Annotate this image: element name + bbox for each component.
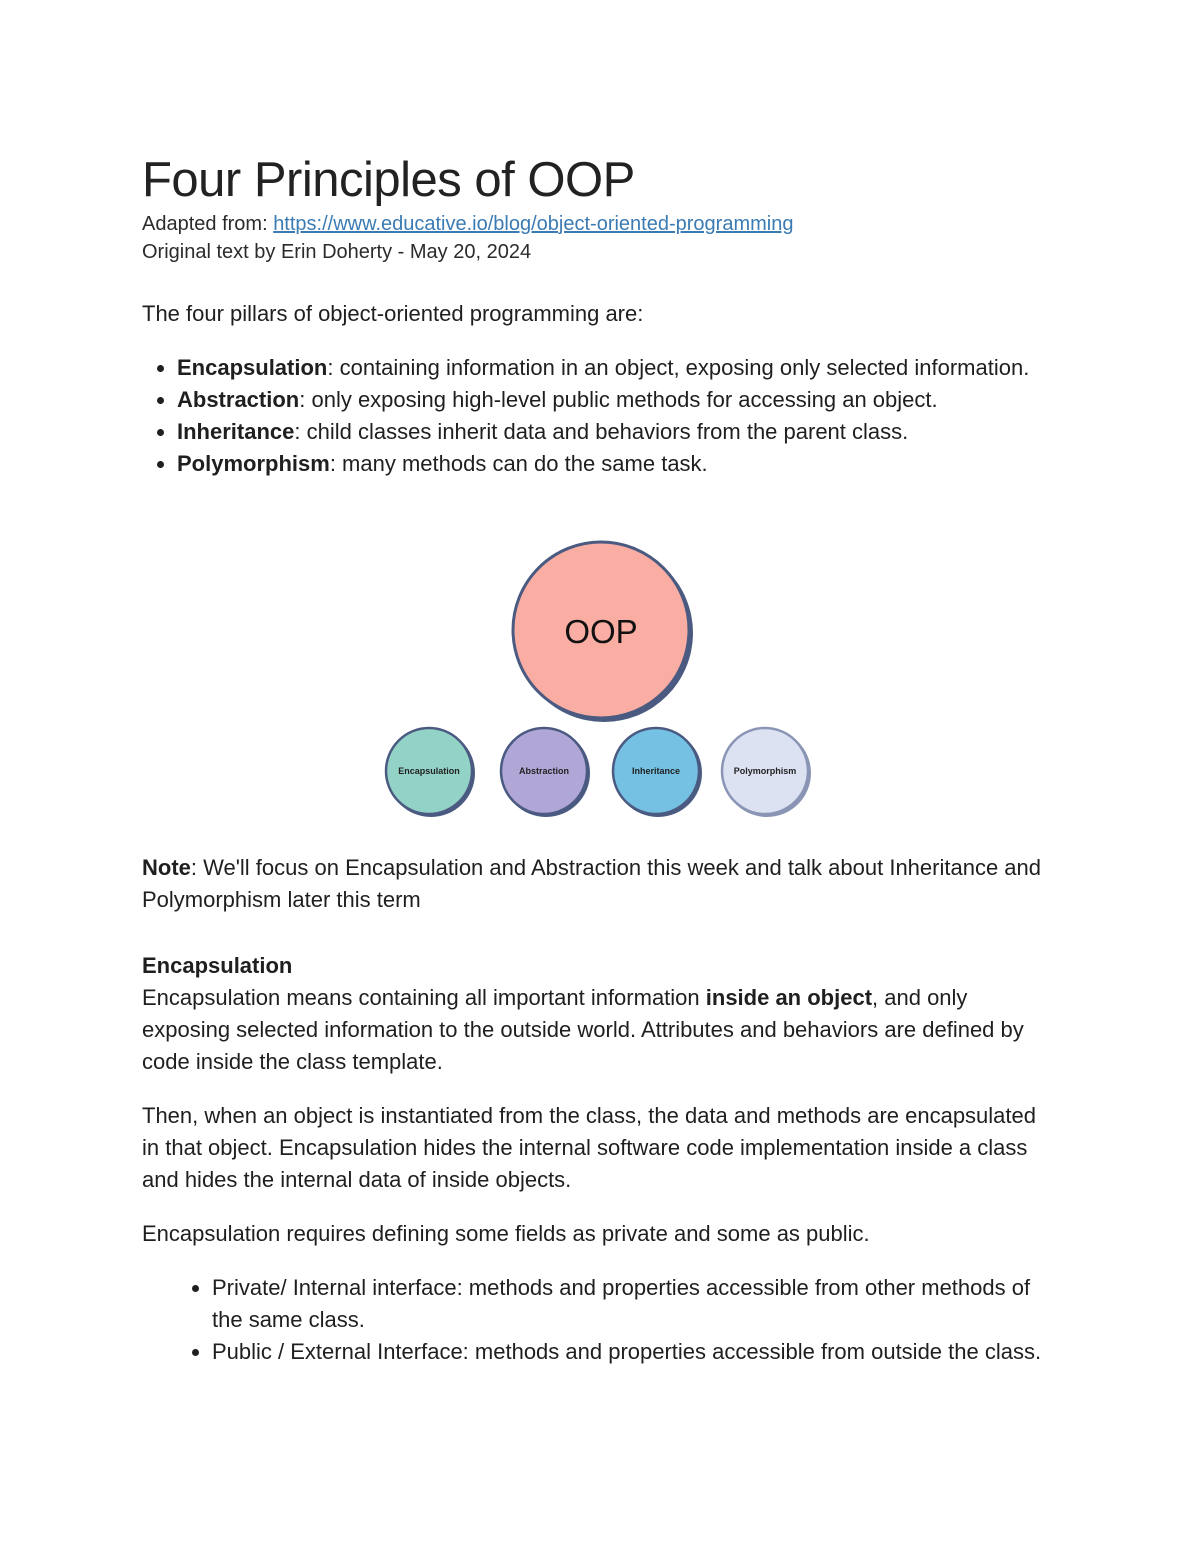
encapsulation-node-label: Encapsulation	[398, 766, 460, 776]
note-label: Note	[142, 855, 191, 880]
pillar-desc: : only exposing high-level public methods for accessing an object.	[299, 387, 938, 412]
polymorphism-node	[722, 728, 811, 817]
pillar-term: Encapsulation	[177, 355, 328, 380]
source-link[interactable]: https://www.educative.io/blog/object-oriented-programming	[273, 213, 794, 235]
pillar-desc: : containing information in an object, exposing only selected information.	[327, 355, 1030, 380]
page-title: Four Principles of OOP	[142, 153, 635, 207]
pillar-desc: : child classes inherit data and behaviors from the parent class.	[294, 419, 909, 444]
intro-paragraph: The four pillars of object-oriented programming are:	[142, 301, 644, 326]
document-body	[142, 150, 1042, 480]
list-item: • Private/ Internal interface: methods and properties accessible from other methods of the same class.	[212, 1272, 1042, 1336]
inheritance-node	[613, 728, 702, 817]
encapsulation-paragraph-1	[142, 982, 1042, 1078]
abstraction-node-label: Abstraction	[518, 766, 570, 776]
encapsulation-paragraph-3: Encapsulation requires defining some fields as private and some as public.	[142, 1221, 870, 1246]
oop-center-label: OOP	[564, 613, 638, 650]
abstraction-node	[501, 728, 590, 817]
pillar-term: Abstraction	[177, 387, 300, 412]
list-item	[177, 448, 1042, 480]
interface-list	[142, 1272, 1042, 1368]
note-text: : We'll focus on Encapsulation and Abstraction this week and talk about Inheritance and Polymorphism later this term	[142, 855, 1041, 912]
polymorphism-node-label: Polymorphism	[733, 766, 797, 776]
inheritance-node-label: Inheritance	[631, 766, 681, 776]
pillar-term: Inheritance	[177, 419, 295, 444]
p1-bold: inside an object	[705, 985, 873, 1010]
oop-center-node	[513, 542, 693, 722]
list-item	[177, 352, 1042, 384]
lower-section	[142, 852, 1042, 1368]
encapsulation-paragraph-2: Then, when an object is instantiated from the class, the data and methods are encapsulated in that object. Encapsulation hides the internal software code implementation inside a class and hides the internal data of inside objects.	[142, 1103, 1036, 1192]
author-line: Original text by Erin Doherty - May 20, 2024	[142, 241, 532, 263]
pillars-list	[142, 352, 1042, 480]
adapted-label: Adapted from:	[142, 213, 274, 235]
pillar-desc: : many methods can do the same task.	[329, 451, 708, 476]
p1-text-b: , and only exposing selected information to the outside world. Attributes and behaviors are defined by code inside the class template.	[142, 985, 1024, 1074]
oop-diagram	[378, 540, 818, 820]
list-item	[177, 384, 1042, 416]
pillar-term: Polymorphism	[177, 451, 330, 476]
list-item: • Public / External Interface: methods and properties accessible from outside the class.	[212, 1336, 1042, 1368]
source-line	[142, 210, 1042, 238]
list-item	[177, 416, 1042, 448]
encapsulation-node	[386, 728, 475, 817]
note-paragraph	[142, 852, 1042, 916]
p1-text-a: Encapsulation means containing all important information	[142, 985, 706, 1010]
encapsulation-heading: Encapsulation	[142, 953, 293, 978]
